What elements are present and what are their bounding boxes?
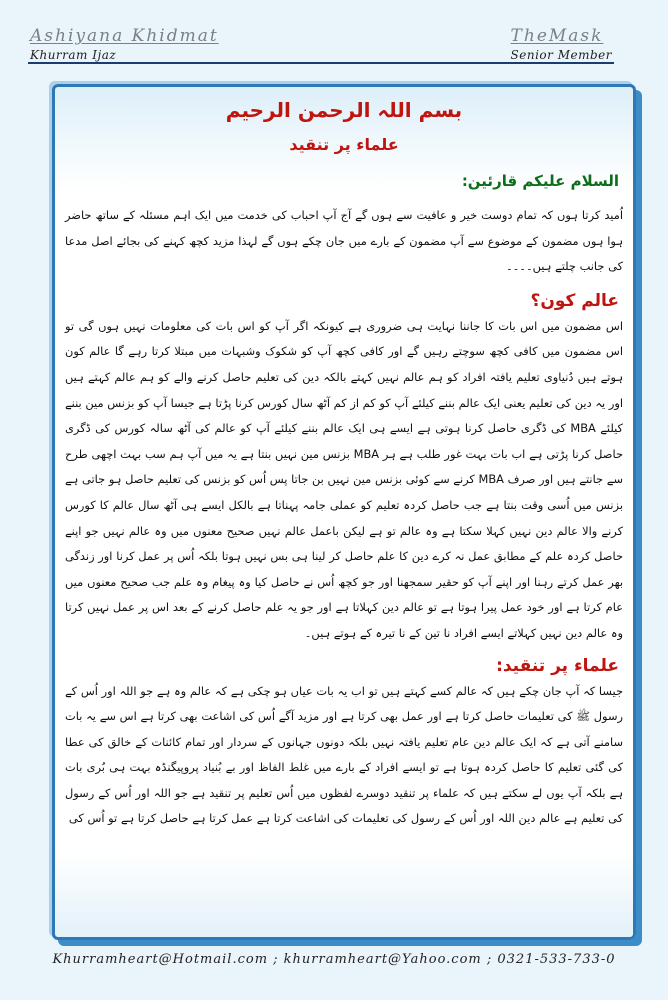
section-paragraph-who-is-alim: اس مضمون میں اس بات کا جاننا نہایت ہی ضروری ہے کیونکہ اگر آپ کو اس بات کی معلومات نہیں ہوں گی تو اس مضمون میں کافی کچھ سوچتے رہیں گے اور کافی کچھ آپ کو شکوک وشبہات میں مبتلا کرتا رہے گا عالم کون ہوتے ہیں دُنیاوی تعلیم یافتہ افراد کو ہم عالم نہیں کہتے بالکہ دین کی تعلیم حاصل کرنے والے کو ہم عالم کہتے ہیں اور یہ دین کی تعلیم یعنی ایک عالم بننے کیلئے آپ کو کم از کم آٹھ سال کورس کرنا پڑتا ہے جیسا آپ کو بزنس مین بننے کیلئے MBA کی ڈگری حاصل کرنا ہوتی ہے ایسے ہی ایک عالم بننے کیلئے آپ کو عالم کی آٹھ سالہ کورس کی ڈگری حاصل کرنا پڑتی ہے اب بات بہت غور طلب ہے ہر MBA بزنس مین نہیں بنتا ہے یہ میں آپ ہم سب بہت اچھی طرح سے جانتے ہیں اور صرف MBA کرنے سے کوئی بزنس مین نہیں بن جاتا پس اُس کو بزنس کی تعلیم حاصل ہو جاتی ہے بزنس میں اُسی وقت بنتا ہے جب حاصل کردہ تعلیم کو عملی جامہ پہناتا ہے بالکل ایسے ہی آٹھ سال عالم کا کورس کرنے والا عالم دین نہیں کہلا سکتا ہے وہ عالم تو ہے لیکن باعمل عالم نہیں صحیح معنوں میں وہ عالم نہیں جو اپنے حاصل کردہ علم کے مطابق عمل نہ کرے دین کا علم حاصل کر لینا ہی بس نہیں ہوتا بلکہ اُس پر عمل کرنا اور زندگی بھر عمل کرتے رہنا اور اپنے آپ کو حقیر سمجھنا اور جو کچھ اُس نے حاصل کیا وہ پیغام وہ علم جب صحیح معنوں میں عام کرتا ہے اور خود عمل پیرا ہوتا ہے تو عالم دین کہلاتا ہے اور جو یہ علم حاصل کرنے کے بعد اس پر عمل نہیں کرتا وہ عالم دین نہیں کہلاتے ایسے افراد نا تین کے نا تیرہ کے ہوتے ہیں۔ <box>65 318 623 640</box>
article-frame <box>52 84 636 940</box>
contact-footer: Khurramheart@Hotmail.com ; khurramheart@Yahoo.com ; 0321-533-733-0 <box>52 952 616 967</box>
site-header-left <box>30 26 219 62</box>
section-heading-who-is-alim: عالم کون؟ <box>530 290 619 311</box>
bismillah-heading: بسم اللہ الرحمن الرحیم <box>225 98 463 122</box>
section-heading-criticism: علماء پر تنقید: <box>496 655 619 676</box>
article-content <box>65 91 623 931</box>
section-paragraph-criticism: جیسا کہ آپ جان چکے ہیں کہ عالم کسے کہتے ہیں تو اب یہ بات عیاں ہو چکی ہے کہ عالم وہ ہے جو اللہ اور اُس کے رسول ﷺ کی تعلیمات حاصل کرتا ہے اور عمل بھی کرتا ہے اور مزید آگے اُس کی اشاعت بھی کرتا ہے اس سے یہ بات سامنے آتی ہے کہ ایک عالم دین عام تعلیم یافتہ نہیں بلکہ دونوں جہانوں کے سردار اور تمام کائنات کے خالق کی عطا کی گئی تعلیم کا حاصل کردہ ہوتا ہے تو ایسے افراد کے بارے میں غلط الفاظ اور بے بُنیاد پروپیگنڈہ بہت ہی بُری بات ہے بلکہ آپ یوں لے سکتے ہیں کہ علماء پر تنقید دوسرے لفظوں میں اُس تعلیم پر تنقید ہے جو اللہ اور اُس کے رسول کی تعلیم ہے عالم دین اللہ اور اُس کے رسول کی تعلیمات کی اشاعت کرتا ہے عمل کرتا ہے حاصل کرتا ہے تو اُس کی <box>65 683 623 826</box>
site-name[interactable]: Ashiyana Khidmat <box>30 26 219 46</box>
article-title: علماء پر تنقید <box>289 135 399 154</box>
member-rank: Senior Member <box>510 48 612 62</box>
author-name: Khurram Ijaz <box>30 48 117 62</box>
member-name[interactable]: TheMask <box>510 26 604 46</box>
intro-paragraph: اُمید کرتا ہوں کہ تمام دوست خیر و عافیت سے ہوں گے آج آپ احباب کی خدمت میں ایک اہم مسئلہ کے ساتھ حاضر ہوا ہوں مضمون کے موضوع سے آپ مضمون کے بارے میں جان چکے ہوں گے لہذا مزید کچھ کہنے کی بجائے اصل مدعا کی جانب چلتے ہیں۔۔۔۔ <box>65 208 623 274</box>
site-header-right <box>511 26 612 62</box>
header-divider <box>28 62 614 64</box>
greeting: السلام علیکم قارئین: <box>461 172 619 190</box>
